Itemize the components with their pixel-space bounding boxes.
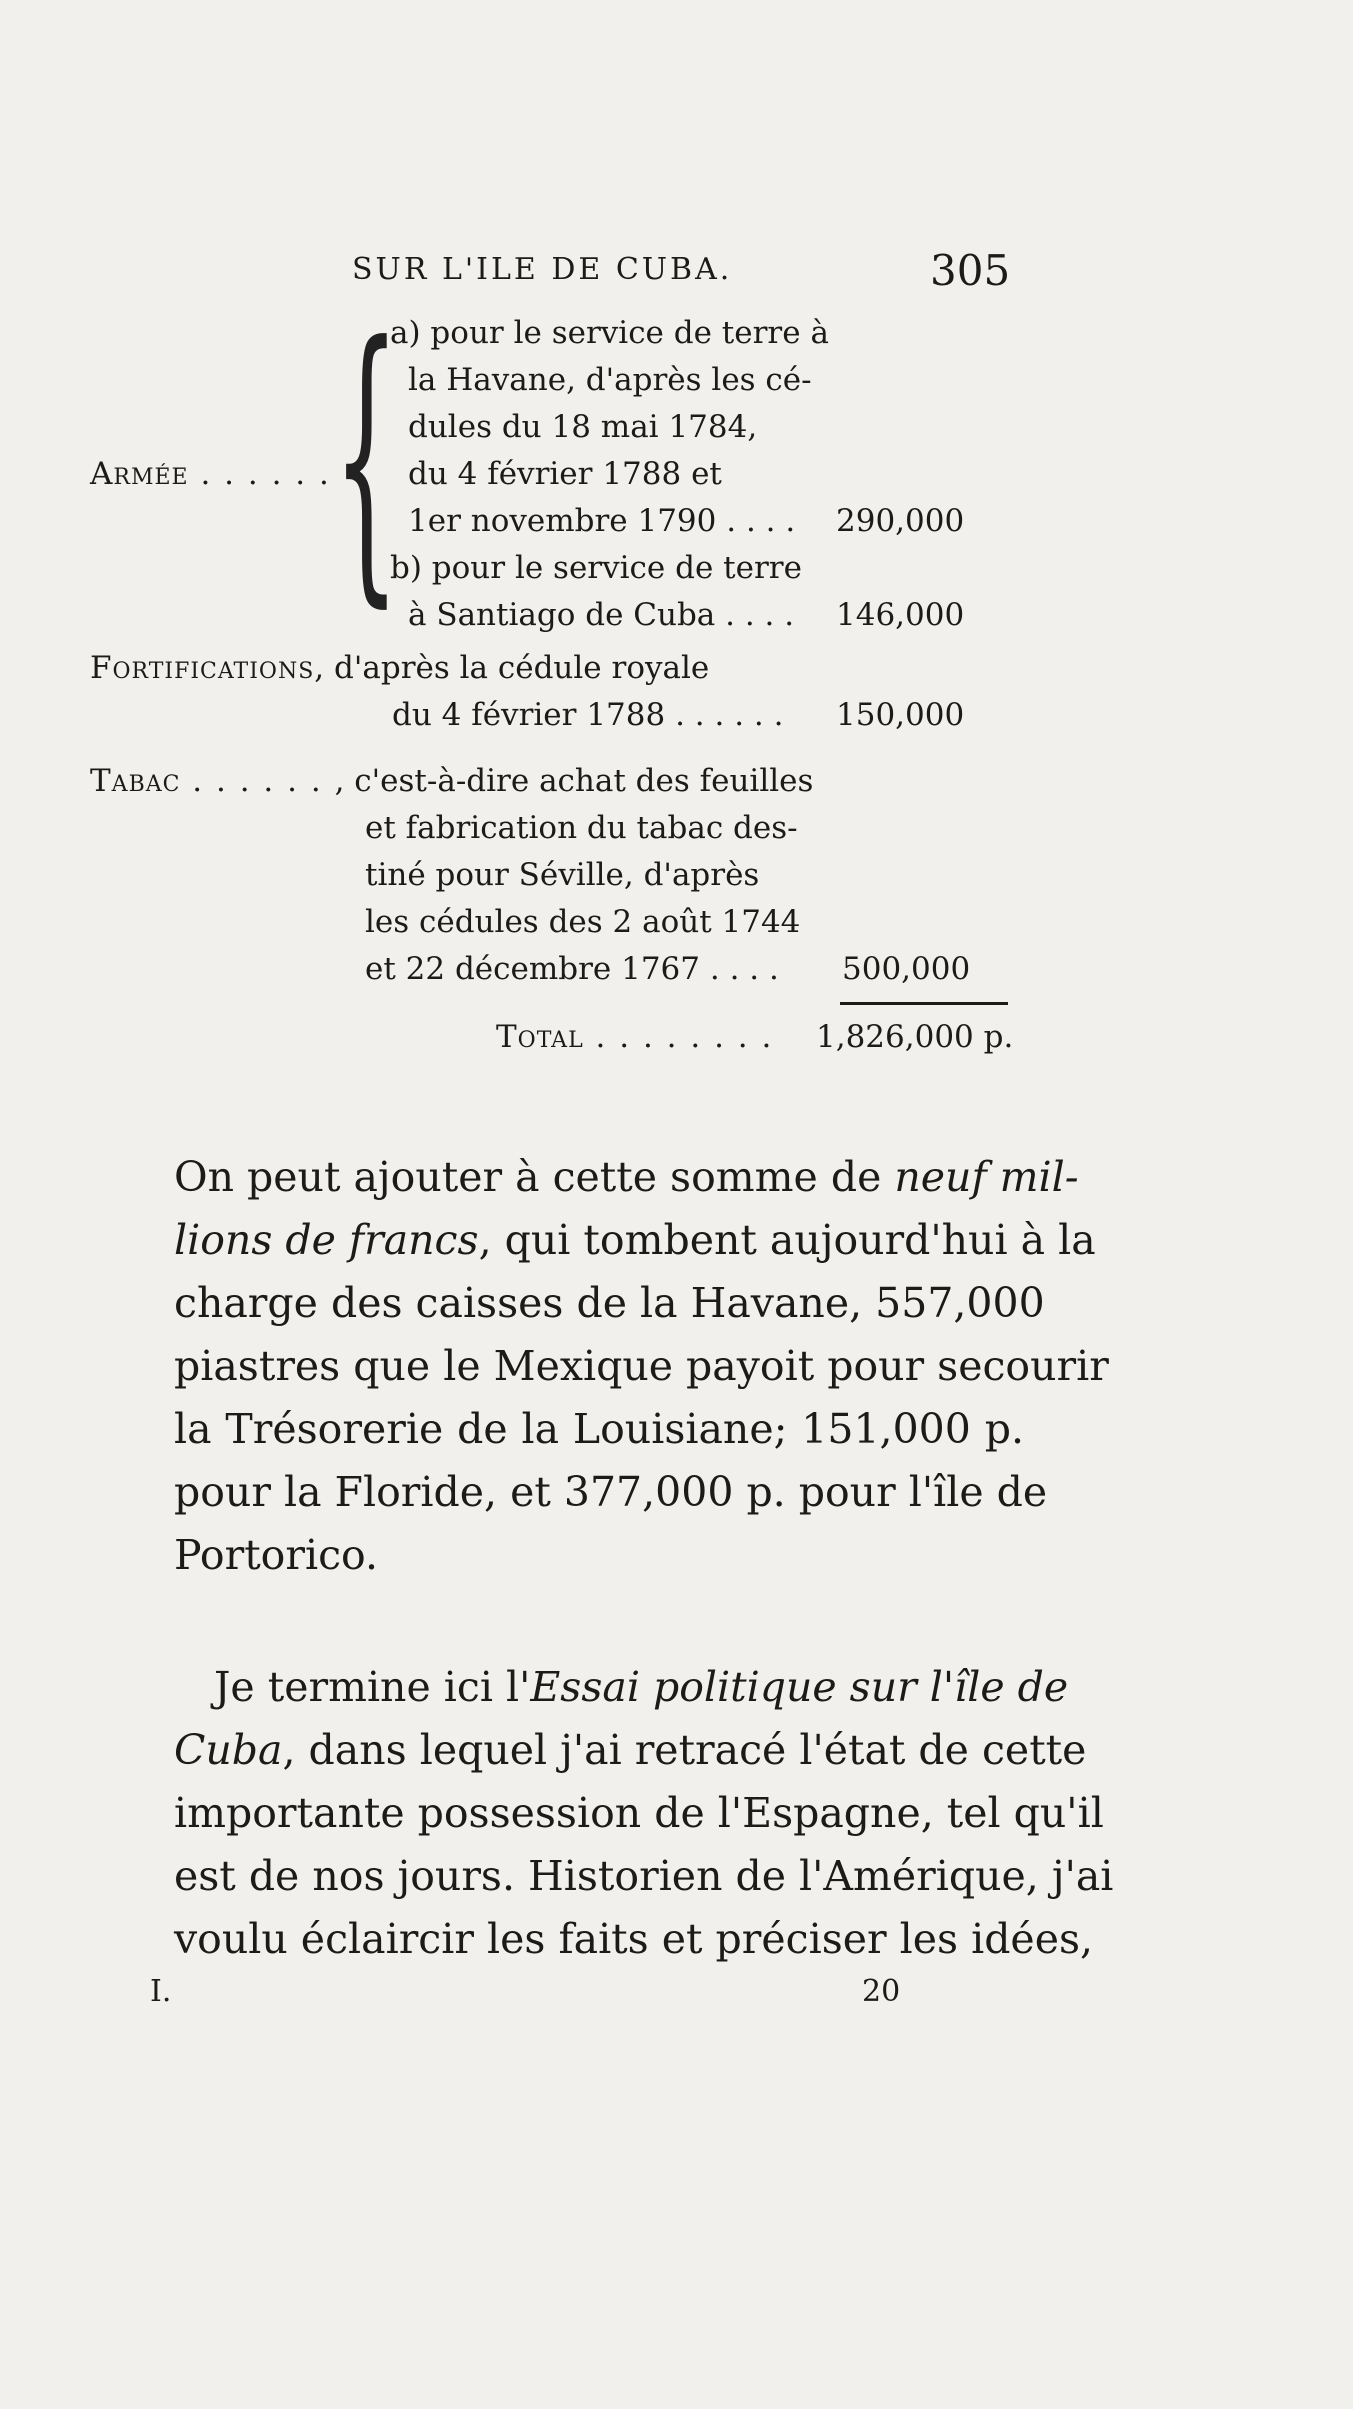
- paragraph-line: Portorico.: [174, 1531, 379, 1579]
- tabac-text: , c'est-à-dire achat des feuilles: [334, 763, 814, 799]
- italic-run: Essai politique sur l'île de: [530, 1663, 1069, 1711]
- paragraph-line: [174, 1209, 1096, 1272]
- fortifications-label: Fortifications: [90, 650, 315, 686]
- paragraph-line: voulu éclaircir les faits et préciser les idées,: [174, 1915, 1094, 1963]
- running-head: SUR L'ILE DE CUBA.: [352, 252, 733, 287]
- armee-b-amount: 146,000: [836, 597, 965, 633]
- tabac-line: tiné pour Séville, d'après: [365, 857, 760, 893]
- text-run: , qui tombent aujourd'hui à la: [478, 1216, 1096, 1264]
- armee-b-line: b) pour le service de terre: [390, 550, 802, 586]
- armee-a-block: [390, 310, 829, 545]
- total-amount: 1,826,000 p.: [816, 1019, 1014, 1055]
- paragraph-line: piastres que le Mexique payoit pour secourir: [174, 1342, 1109, 1390]
- italic-run: neuf mil-: [894, 1153, 1079, 1201]
- armee-b-line: à Santiago de Cuba . . . .: [408, 597, 795, 633]
- leader-dots: . . . . . .: [180, 763, 335, 799]
- paragraph-line: importante possession de l'Espagne, tel qu'il: [174, 1789, 1104, 1837]
- armee-a-line: dules du 18 mai 1784,: [408, 409, 758, 445]
- fortifications-row: [90, 645, 709, 692]
- tabac-block: [365, 805, 800, 993]
- page-number: 305: [930, 246, 1011, 295]
- paragraph-2: [174, 1656, 1114, 1971]
- armee-a-line: 1er novembre 1790 . . . .: [408, 503, 796, 539]
- armee-a-line: du 4 février 1788 et: [408, 456, 722, 492]
- tabac-line: et fabrication du tabac des-: [365, 810, 798, 846]
- fortifications-amount: 150,000: [836, 697, 965, 733]
- total-row: [496, 1014, 773, 1061]
- leader-dots: . . . . . . . .: [583, 1019, 774, 1055]
- paragraph-line: [174, 1146, 1079, 1209]
- tabac-row: [90, 758, 813, 805]
- text-run: On peut ajouter à cette somme de: [174, 1153, 895, 1201]
- armee-a-line: a) pour le service de terre à: [390, 315, 829, 351]
- fortifications-text: , d'après la cédule royale: [314, 650, 710, 686]
- text-run: Je termine ici l': [214, 1663, 531, 1711]
- tabac-line: et 22 décembre 1767 . . . .: [365, 951, 779, 987]
- italic-run: lions de francs: [174, 1216, 479, 1264]
- tabac-amount: 500,000: [842, 951, 971, 987]
- total-label: Total: [496, 1019, 584, 1055]
- tabac-label: Tabac: [90, 763, 181, 799]
- paragraph-line: [174, 1656, 1069, 1719]
- paragraph-line: est de nos jours. Historien de l'Amérique, j'ai: [174, 1852, 1114, 1900]
- leader-dots: . . . . . .: [188, 456, 331, 492]
- total-rule: [840, 1002, 1008, 1005]
- armee-b-block: [390, 545, 802, 639]
- italic-run: Cuba: [174, 1726, 283, 1774]
- armee-a-line: la Havane, d'après les cé-: [408, 362, 812, 398]
- armee-label-row: [90, 451, 331, 498]
- sheet-number: 20: [862, 1974, 901, 2009]
- signature-mark: I.: [150, 1974, 172, 2009]
- brace-icon: {: [333, 283, 400, 632]
- tabac-line: les cédules des 2 août 1744: [365, 904, 801, 940]
- paragraph-line: [174, 1719, 1087, 1782]
- paragraph-line: charge des caisses de la Havane, 557,000: [174, 1279, 1045, 1327]
- armee-a-amount: 290,000: [836, 503, 965, 539]
- paragraph-1: [174, 1146, 1109, 1587]
- fortifications-line2: du 4 février 1788 . . . . . .: [392, 697, 784, 733]
- paragraph-line: la Trésorerie de la Louisiane; 151,000 p.: [174, 1405, 1024, 1453]
- armee-label: Armée: [90, 456, 189, 492]
- paragraph-line: pour la Floride, et 377,000 p. pour l'île de: [174, 1468, 1048, 1516]
- text-run: , dans lequel j'ai retracé l'état de cette: [282, 1726, 1087, 1774]
